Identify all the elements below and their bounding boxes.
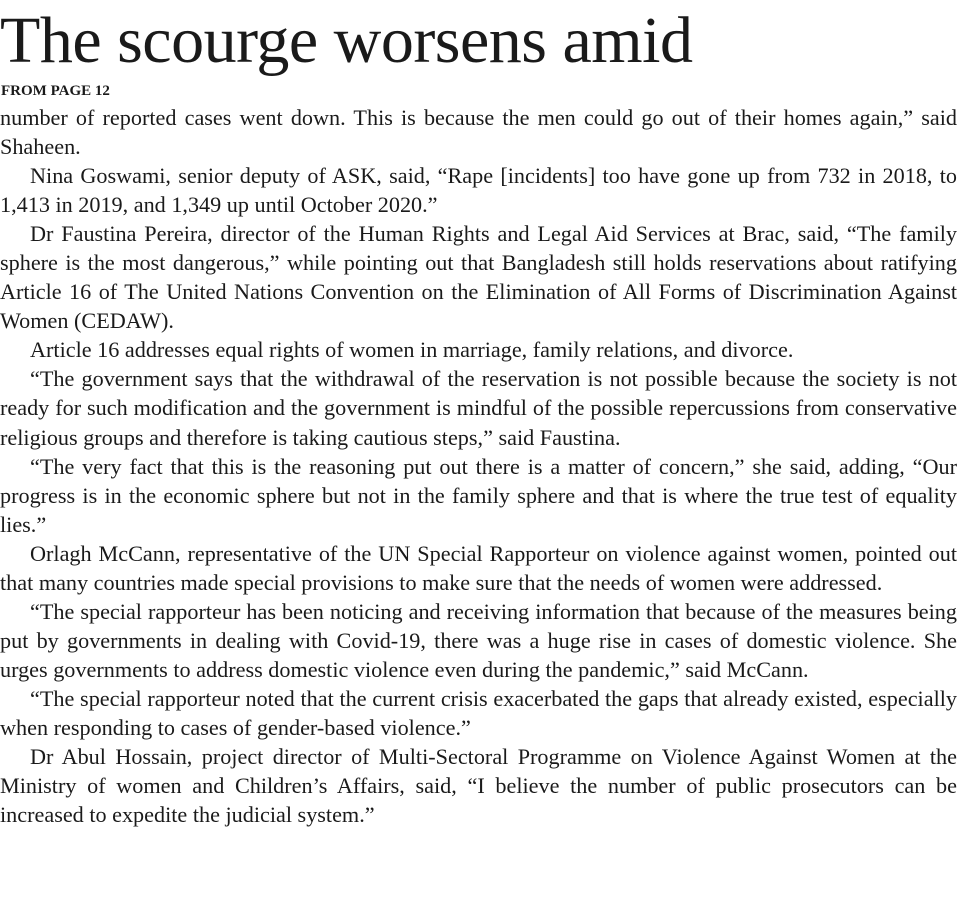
paragraph: Nina Goswami, senior deputy of ASK, said, “Rape [incidents] too have gone up from 732 in 2018, to 1,413 in 2019, and 1,349 up until October 2020.”	[0, 163, 957, 218]
paragraph: “The very fact that this is the reasoning put out there is a matter of concern,” she said, adding, “Our progress is in the economic sphere but not in the family sphere and that is where the true test of equality lies.”	[0, 453, 957, 537]
article-body	[0, 103, 957, 829]
paragraph: Article 16 addresses equal rights of women in marriage, family relations, and divorce.	[30, 337, 794, 363]
jump-line: FROM PAGE 12	[1, 83, 110, 99]
paragraph: “The special rapporteur noted that the current crisis exacerbated the gaps that already existed, especially when responding to cases of gender-based violence.”	[0, 685, 957, 740]
paragraph: Dr Abul Hossain, project director of Multi-Sectoral Programme on Violence Against Women at the Ministry of women and Children’s Affairs, said, “I believe the number of public prosecutors can be increased to expedite the judicial system.”	[0, 744, 957, 828]
paragraph: Dr Faustina Pereira, director of the Human Rights and Legal Aid Services at Brac, said, “The family sphere is the most dangerous,” while pointing out that Bangladesh still holds reservations about ratifying Article 16 of The United Nations Convention on the Elimination of All Forms of Discrimination Against Women (CEDAW).	[0, 221, 957, 334]
paragraph: “The government says that the withdrawal of the reservation is not possible because the society is not ready for such modification and the government is mindful of the possible repercussions from conservative religious groups and therefore is taking cautious steps,” said Faustina.	[0, 366, 957, 450]
paragraph: Orlagh McCann, representative of the UN Special Rapporteur on violence against women, pointed out that many countries made special provisions to make sure that the needs of women were addressed.	[0, 540, 957, 595]
paragraph-continued: number of reported cases went down. This is because the men could go out of their homes again,” said Shaheen.	[0, 105, 957, 160]
paragraph: “The special rapporteur has been noticing and receiving information that because of the measures being put by governments in dealing with Covid-19, there was a huge rise in cases of domestic violence. She urges governments to address domestic violence even during the pandemic,” said McCann.	[0, 598, 957, 682]
headline: The scourge worsens amid	[0, 4, 693, 77]
